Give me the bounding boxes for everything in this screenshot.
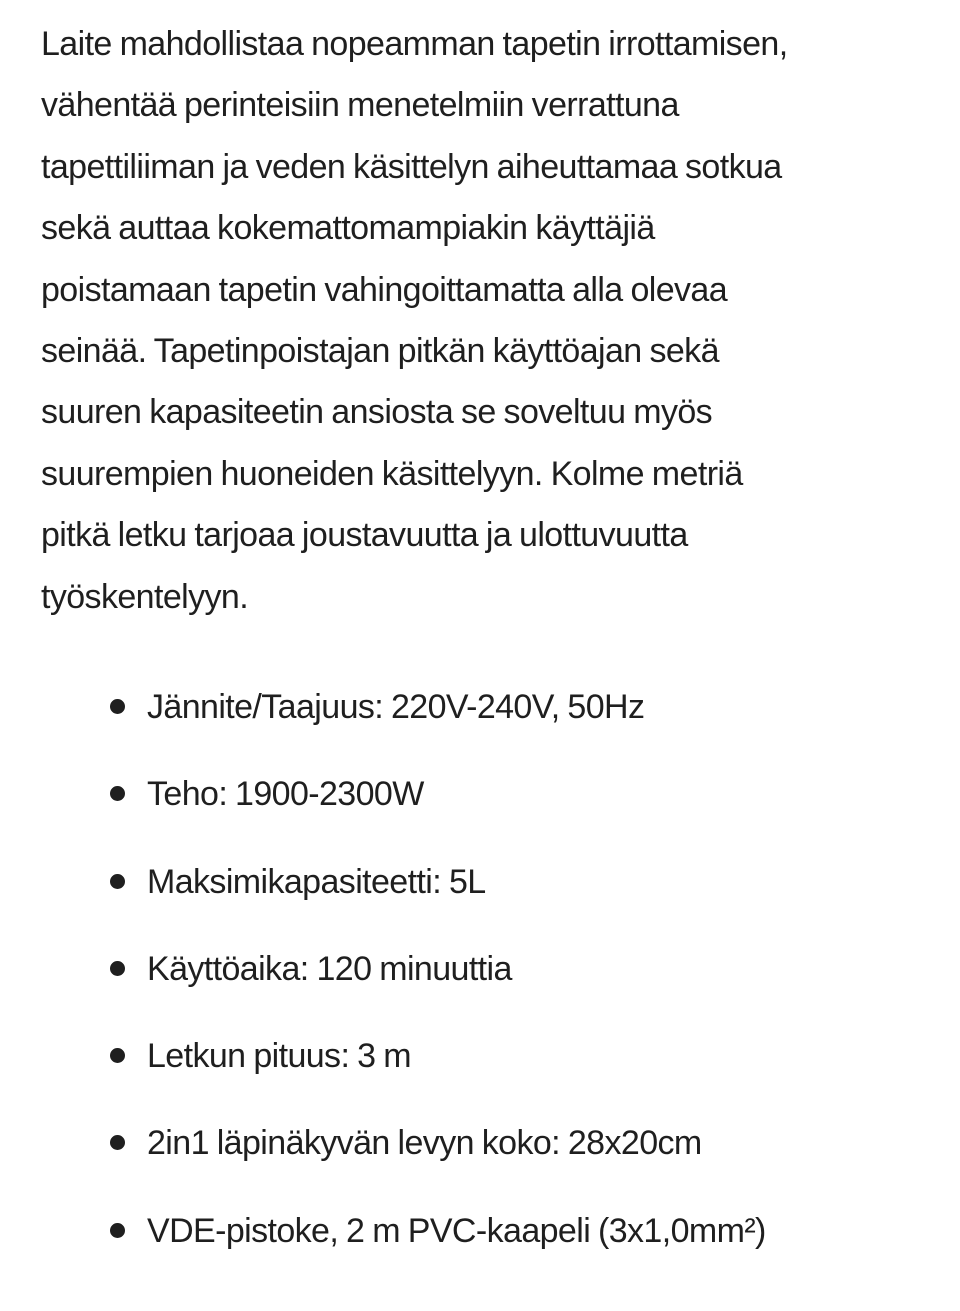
description-line: vähentää perinteisiin menetelmiin verrattuna xyxy=(41,86,679,125)
bullet-icon xyxy=(110,1048,125,1063)
spec-item-capacity xyxy=(107,850,766,937)
description-line: seinää. Tapetinpoistajan pitkän käyttöajan sekä xyxy=(41,332,719,371)
spec-item-plug-cable xyxy=(107,1199,766,1286)
spec-list xyxy=(107,675,766,1286)
spec-item-runtime xyxy=(107,937,766,1024)
spec-item-plate-size xyxy=(107,1111,766,1198)
description-line: Laite mahdollistaa nopeamman tapetin irrottamisen, xyxy=(41,25,788,63)
description-line: työskentelyyn. xyxy=(41,577,249,616)
spec-text: 2in1 läpinäkyvän levyn koko: 28x20cm xyxy=(147,1124,702,1163)
spec-item-voltage xyxy=(107,675,766,762)
description-line: suuren kapasiteetin ansiosta se soveltuu myös xyxy=(41,393,713,432)
spec-text: Käyttöaika: 120 minuuttia xyxy=(147,949,512,988)
spec-item-hose-length xyxy=(107,1024,766,1111)
description-line: poistamaan tapetin vahingoittamatta alla olevaa xyxy=(41,270,728,309)
spec-text: Maksimikapasiteetti: 5L xyxy=(147,862,486,901)
bullet-icon xyxy=(110,1135,125,1150)
bullet-icon xyxy=(110,786,125,801)
description-paragraph xyxy=(41,14,931,628)
bullet-icon xyxy=(110,961,125,976)
spec-text: Jännite/Taajuus: 220V-240V, 50Hz xyxy=(147,688,645,726)
spec-text: VDE-pistoke, 2 m PVC-kaapeli (3x1,0mm²) xyxy=(147,1211,766,1250)
product-description xyxy=(41,14,931,628)
description-line: tapettiliiman ja veden käsittelyn aiheuttamaa sotkua xyxy=(41,147,782,186)
bullet-icon xyxy=(110,699,125,714)
spec-text: Letkun pituus: 3 m xyxy=(147,1037,412,1076)
description-line: sekä auttaa kokemattomampiakin käyttäjiä xyxy=(41,209,655,248)
bullet-icon xyxy=(110,874,125,889)
spec-text: Teho: 1900-2300W xyxy=(147,775,424,814)
bullet-icon xyxy=(110,1223,125,1238)
description-line: suurempien huoneiden käsittelyyn. Kolme metriä xyxy=(41,454,743,493)
description-line: pitkä letku tarjoaa joustavuutta ja ulottuvuutta xyxy=(41,516,688,555)
spec-item-power xyxy=(107,762,766,849)
